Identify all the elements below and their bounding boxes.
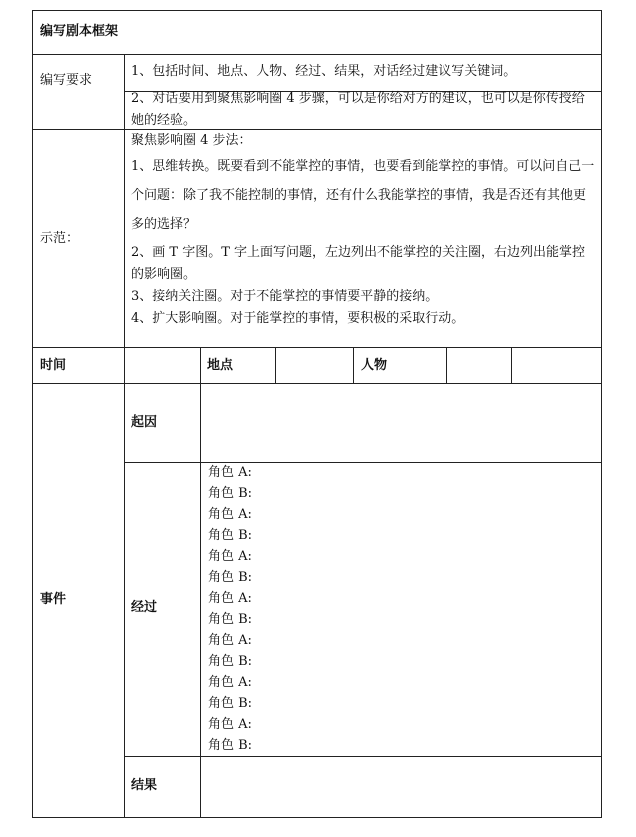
- dialogue-line: 角色 B:: [208, 654, 253, 669]
- people-label: 人物: [361, 358, 388, 373]
- dialogue-line: 角色 A:: [208, 507, 252, 522]
- time-label: 时间: [40, 358, 67, 373]
- dialogue-line: 角色 B:: [208, 612, 253, 627]
- result-label: 结果: [131, 778, 158, 793]
- dialogue-line: 角色 A:: [208, 675, 252, 690]
- example-step-1: 1、思维转换。既要看到不能掌控的事情，也要看到能掌控的事情。可以问自己一个问题：除了我不能控制的事情，还有什么我能掌控的事情，我是否还有其他更多的选择？: [131, 159, 595, 232]
- requirements-label: 编写要求: [40, 73, 93, 88]
- example-heading: 聚焦影响圈 4 步法：: [131, 133, 252, 148]
- dialogue-line: 角色 B:: [208, 570, 253, 585]
- dialogue-line: 角色 A:: [208, 549, 252, 564]
- dialogue-line: 角色 A:: [208, 633, 252, 648]
- requirement-item-1: 1、包括时间、地点、人物、经过、结果，对话经过建议写关键词。: [131, 64, 517, 79]
- dialogue-line: 角色 B:: [208, 528, 253, 543]
- dialogue-line: 角色 A:: [208, 465, 252, 480]
- process-label: 经过: [131, 600, 158, 615]
- example-step-3: 3、接纳关注圈。对于不能掌控的事情要平静的接纳。: [131, 289, 439, 304]
- event-label: 事件: [40, 592, 67, 607]
- requirement-item-2: 2、对话要用到聚焦影响圈 4 步骤，可以是你给对方的建议，也可以是你传授给她的经验。: [131, 91, 585, 128]
- page-title: 编写剧本框架: [40, 24, 119, 39]
- example-label: 示范：: [40, 231, 80, 246]
- example-step-4: 4、扩大影响圈。对于能掌控的事情，要积极的采取行动。: [131, 311, 465, 326]
- dialogue-line: 角色 B:: [208, 696, 253, 711]
- dialogue-line: 角色 B:: [208, 738, 253, 753]
- dialogue-line: 角色 B:: [208, 486, 253, 501]
- example-step-2: 2、画 T 字图。T 字上面写问题，左边列出不能掌控的关注圈，右边列出能掌控的影响圈。: [131, 245, 586, 282]
- place-label: 地点: [207, 358, 234, 373]
- dialogue-line: 角色 A:: [208, 591, 252, 606]
- cause-label: 起因: [131, 415, 158, 430]
- dialogue-line: 角色 A:: [208, 717, 252, 732]
